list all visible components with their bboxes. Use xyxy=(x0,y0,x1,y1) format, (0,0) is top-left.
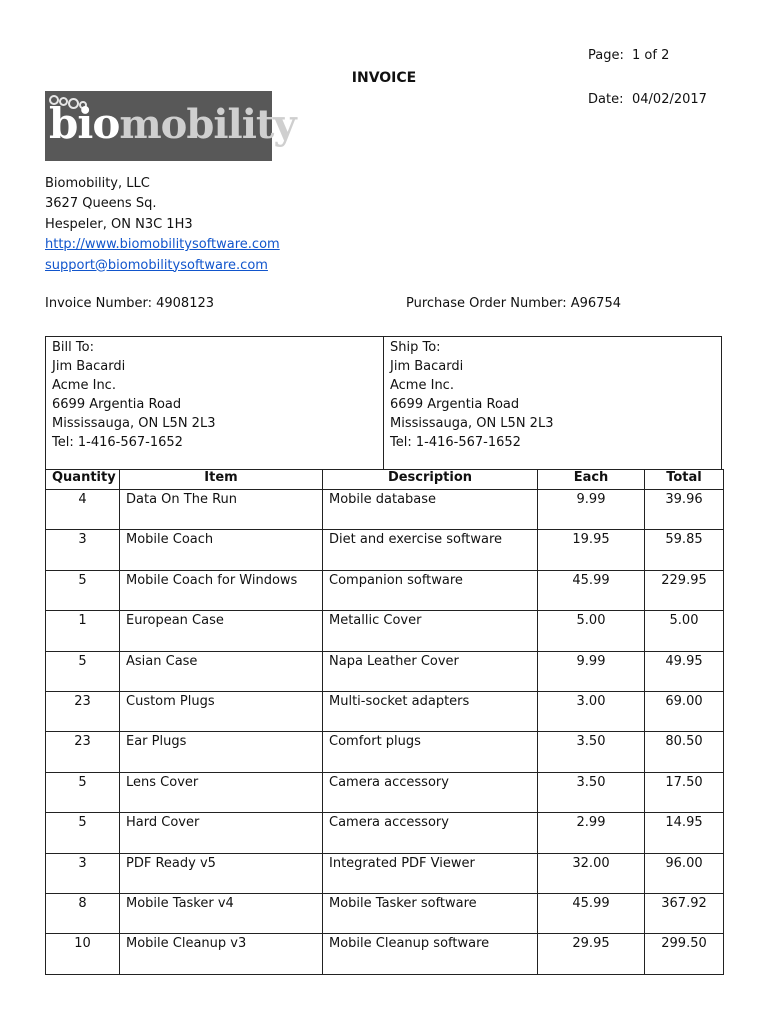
cell-item: Hard Cover xyxy=(120,813,323,853)
company-address xyxy=(45,174,280,276)
purchase-order-number: Purchase Order Number: A96754 xyxy=(406,296,621,311)
cell-item: Mobile Tasker v4 xyxy=(120,893,323,933)
cell-total: 80.50 xyxy=(645,732,724,772)
page-value: 1 of 2 xyxy=(632,48,670,63)
cell-each: 3.50 xyxy=(538,732,645,772)
biomobility-logo xyxy=(45,91,296,161)
cell-item: Mobile Coach xyxy=(120,530,323,570)
cell-description: Diet and exercise software xyxy=(323,530,538,570)
cell-description: Camera accessory xyxy=(323,772,538,812)
cell-description: Camera accessory xyxy=(323,813,538,853)
page-number xyxy=(588,48,669,63)
date-label: Date: xyxy=(588,92,624,107)
table-row xyxy=(46,732,724,772)
table-row xyxy=(46,893,724,933)
website-link[interactable]: http://www.biomobilitysoftware.com xyxy=(45,237,280,253)
cell-each: 3.00 xyxy=(538,691,645,731)
company-street: 3627 Queens Sq. xyxy=(45,196,157,212)
cell-quantity: 23 xyxy=(46,691,120,731)
cell-quantity: 5 xyxy=(46,570,120,610)
ship-to-street: 6699 Argentia Road xyxy=(390,397,520,412)
email-link[interactable]: support@biomobilitysoftware.com xyxy=(45,257,268,273)
cell-quantity: 5 xyxy=(46,651,120,691)
cell-description: Mobile Tasker software xyxy=(323,893,538,933)
cell-description: Companion software xyxy=(323,570,538,610)
cell-quantity: 23 xyxy=(46,732,120,772)
ship-to-section xyxy=(384,337,721,469)
bill-to-name: Jim Bacardi xyxy=(52,359,126,374)
cell-quantity: 5 xyxy=(46,772,120,812)
cell-item: Mobile Coach for Windows xyxy=(120,570,323,610)
cell-total: 69.00 xyxy=(645,691,724,731)
ship-to-company: Acme Inc. xyxy=(390,378,454,393)
invoice-title: INVOICE xyxy=(351,70,417,86)
date-value: 04/02/2017 xyxy=(632,92,707,107)
company-city: Hespeler, ON N3C 1H3 xyxy=(45,216,193,232)
cell-total: 229.95 xyxy=(645,570,724,610)
cell-total: 59.85 xyxy=(645,530,724,570)
cell-description: Integrated PDF Viewer xyxy=(323,853,538,893)
cell-quantity: 10 xyxy=(46,934,120,974)
cell-item: Data On The Run xyxy=(120,490,323,530)
cell-quantity: 3 xyxy=(46,853,120,893)
cell-total: 49.95 xyxy=(645,651,724,691)
cell-each: 19.95 xyxy=(538,530,645,570)
table-row xyxy=(46,611,724,651)
header-total: Total xyxy=(645,470,724,490)
invoice-number: Invoice Number: 4908123 xyxy=(45,296,215,311)
cell-description: Comfort plugs xyxy=(323,732,538,772)
line-items-table xyxy=(45,469,724,975)
cell-each: 45.99 xyxy=(538,893,645,933)
cell-description: Metallic Cover xyxy=(323,611,538,651)
cell-item: Mobile Cleanup v3 xyxy=(120,934,323,974)
table-row xyxy=(46,853,724,893)
cell-quantity: 3 xyxy=(46,530,120,570)
cell-quantity: 4 xyxy=(46,490,120,530)
cell-total: 367.92 xyxy=(645,893,724,933)
ship-to-name: Jim Bacardi xyxy=(390,359,464,374)
cell-description: Multi-socket adapters xyxy=(323,691,538,731)
cell-total: 17.50 xyxy=(645,772,724,812)
page-label: Page: xyxy=(588,48,624,63)
cell-item: PDF Ready v5 xyxy=(120,853,323,893)
table-row xyxy=(46,691,724,731)
header-quantity: Quantity xyxy=(46,470,120,490)
ship-to-city: Mississauga, ON L5N 2L3 xyxy=(390,416,554,431)
company-name: Biomobility, LLC xyxy=(45,176,150,191)
header-description: Description xyxy=(323,470,538,490)
ship-to-phone: Tel: 1-416-567-1652 xyxy=(390,435,521,450)
table-row xyxy=(46,490,724,530)
bill-to-city: Mississauga, ON L5N 2L3 xyxy=(52,416,216,431)
address-block xyxy=(45,336,722,470)
cell-each: 45.99 xyxy=(538,570,645,610)
header-item: Item xyxy=(120,470,323,490)
table-row xyxy=(46,651,724,691)
cell-item: Custom Plugs xyxy=(120,691,323,731)
table-row xyxy=(46,813,724,853)
bill-to-phone: Tel: 1-416-567-1652 xyxy=(52,435,183,450)
cell-each: 2.99 xyxy=(538,813,645,853)
logo-wordmark: biomobility xyxy=(49,99,296,148)
cell-each: 3.50 xyxy=(538,772,645,812)
invoice-date xyxy=(588,92,707,107)
cell-description: Mobile Cleanup software xyxy=(323,934,538,974)
bill-to-label: Bill To: xyxy=(52,340,94,355)
table-header-row xyxy=(46,470,724,490)
cell-each: 29.95 xyxy=(538,934,645,974)
cell-each: 5.00 xyxy=(538,611,645,651)
cell-each: 9.99 xyxy=(538,651,645,691)
cell-each: 32.00 xyxy=(538,853,645,893)
table-row xyxy=(46,530,724,570)
cell-item: Lens Cover xyxy=(120,772,323,812)
cell-item: Asian Case xyxy=(120,651,323,691)
cell-each: 9.99 xyxy=(538,490,645,530)
bill-to-section xyxy=(46,337,384,469)
cell-quantity: 1 xyxy=(46,611,120,651)
cell-quantity: 8 xyxy=(46,893,120,933)
cell-total: 39.96 xyxy=(645,490,724,530)
cell-total: 5.00 xyxy=(645,611,724,651)
bill-to-company: Acme Inc. xyxy=(52,378,116,393)
cell-description: Mobile database xyxy=(323,490,538,530)
ship-to-label: Ship To: xyxy=(390,340,441,355)
cell-quantity: 5 xyxy=(46,813,120,853)
header-each: Each xyxy=(538,470,645,490)
cell-total: 14.95 xyxy=(645,813,724,853)
cell-total: 96.00 xyxy=(645,853,724,893)
table-row xyxy=(46,934,724,974)
table-row xyxy=(46,772,724,812)
cell-description: Napa Leather Cover xyxy=(323,651,538,691)
table-row xyxy=(46,570,724,610)
cell-item: European Case xyxy=(120,611,323,651)
bill-to-street: 6699 Argentia Road xyxy=(52,397,182,412)
cell-total: 299.50 xyxy=(645,934,724,974)
cell-item: Ear Plugs xyxy=(120,732,323,772)
